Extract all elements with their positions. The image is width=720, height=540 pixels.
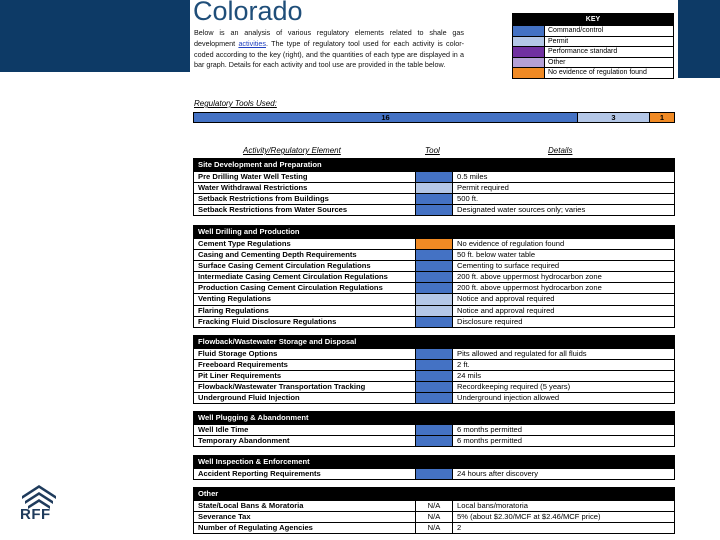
regulatory-element: Production Casing Cement Circulation Regulations	[194, 283, 416, 293]
regulatory-element: Casing and Cementing Depth Requirements	[194, 250, 416, 260]
tool-cell	[416, 436, 453, 446]
table-row	[194, 370, 674, 381]
tools-bar-segment: 16	[194, 113, 578, 122]
tool-cell	[416, 317, 453, 327]
table-row	[194, 392, 674, 403]
regulatory-element: Cement Type Regulations	[194, 239, 416, 249]
details-cell: Permit required	[457, 182, 509, 192]
table-row	[194, 316, 674, 327]
section-table	[193, 411, 675, 447]
details-cell: Underground injection allowed	[457, 393, 560, 403]
section-title: Well Drilling and Production	[194, 226, 674, 238]
tool-cell	[416, 272, 453, 282]
key-swatch	[513, 47, 545, 57]
table-row	[194, 249, 674, 260]
intro-text-end: . The type of regulatory tool used for each activity is color-coded according to the key (right), and the quantities of each type are displayed in a bar graph. Details for each activity and tool use are provided in the table below.	[194, 38, 465, 70]
details-cell: No evidence of regulation found	[457, 238, 565, 248]
table-row	[194, 260, 674, 271]
key-label: Permit	[548, 37, 569, 45]
regulatory-element: Venting Regulations	[194, 294, 416, 304]
details-cell: 200 ft. above uppermost hydrocarbon zone	[457, 283, 602, 293]
table-row	[194, 500, 674, 511]
section-title: Well Plugging & Abandonment	[194, 412, 674, 424]
regulatory-element: Pit Liner Requirements	[194, 371, 416, 381]
regulatory-element: Setback Restrictions from Water Sources	[194, 205, 416, 215]
section-title: Flowback/Wastewater Storage and Disposal	[194, 336, 674, 348]
regulatory-element: Number of Regulating Agencies	[194, 523, 416, 533]
regulatory-element: Flowback/Wastewater Transportation Tracking	[194, 382, 416, 392]
tool-cell	[416, 261, 453, 271]
table-row	[194, 522, 674, 533]
tool-cell: N/A	[416, 523, 453, 533]
header-band-left	[0, 0, 190, 72]
key-title: KEY	[513, 14, 673, 25]
key-item	[513, 46, 673, 57]
column-headers	[193, 146, 675, 156]
regulatory-element: Surface Casing Cement Circulation Regulations	[194, 261, 416, 271]
key-swatch	[513, 37, 545, 47]
page-title: Colorado	[193, 0, 303, 26]
column-header-tool: Tool	[425, 146, 440, 155]
details-cell: Notice and approval required	[457, 294, 555, 304]
rff-logo-text: RFF	[20, 506, 51, 523]
key-item	[513, 25, 673, 36]
regulatory-element: Water Withdrawal Restrictions	[194, 183, 416, 193]
tools-used-label: Regulatory Tools Used:	[194, 99, 277, 108]
details-cell: Pits allowed and regulated for all fluids	[457, 348, 587, 358]
regulatory-element: Freeboard Requirements	[194, 360, 416, 370]
key-label: Performance standard	[548, 48, 618, 55]
key-item	[513, 67, 673, 78]
tool-cell	[416, 371, 453, 381]
tools-bar-segment: 1	[650, 113, 674, 122]
section-title: Other	[194, 488, 674, 500]
intro-paragraph	[194, 28, 464, 71]
tool-cell	[416, 239, 453, 249]
tool-cell	[416, 306, 453, 316]
tool-cell	[416, 393, 453, 403]
tools-used-bar	[193, 112, 675, 123]
tool-cell	[416, 183, 453, 193]
intro-text-start: Below is an analysis of various regulatory elements related to shale gas development	[194, 28, 464, 48]
regulatory-element: Well Idle Time	[194, 425, 416, 435]
key-label: Command/control	[548, 27, 604, 34]
regulatory-element: Underground Fluid Injection	[194, 393, 416, 403]
details-cell: Disclosure required	[457, 316, 523, 326]
section-table	[193, 487, 675, 534]
tool-cell	[416, 172, 453, 182]
tool-cell	[416, 250, 453, 260]
details-cell: Cementing to surface required	[457, 260, 560, 270]
regulatory-element: Severance Tax	[194, 512, 416, 522]
regulatory-element: Pre Drilling Water Well Testing	[194, 172, 416, 182]
table-row	[194, 435, 674, 446]
table-row	[194, 182, 674, 193]
section-title: Site Development and Preparation	[194, 159, 674, 171]
table-row	[194, 204, 674, 215]
regulatory-element: Flaring Regulations	[194, 306, 416, 316]
header-band-right	[678, 0, 720, 78]
key-item	[513, 57, 673, 68]
table-row	[194, 359, 674, 370]
key-item	[513, 36, 673, 47]
tool-cell	[416, 360, 453, 370]
details-cell: Recordkeeping required (5 years)	[457, 382, 571, 392]
color-key	[512, 13, 674, 79]
tool-cell	[416, 294, 453, 304]
regulatory-element: Temporary Abandonment	[194, 436, 416, 446]
table-row	[194, 511, 674, 522]
tool-cell	[416, 349, 453, 359]
details-cell: 6 months permitted	[457, 424, 522, 434]
details-cell: 500 ft.	[457, 193, 479, 203]
section-table	[193, 335, 675, 404]
table-row	[194, 305, 674, 316]
details-cell: 24 hours after discovery	[457, 468, 539, 478]
key-label: Other	[548, 58, 566, 66]
tool-cell	[416, 425, 453, 435]
details-cell: 24 mils	[457, 370, 482, 380]
tool-cell	[416, 194, 453, 204]
section-table	[193, 225, 675, 328]
details-cell: 2 ft.	[457, 359, 470, 369]
tools-bar-segment: 3	[578, 113, 650, 122]
tool-cell: N/A	[416, 501, 453, 511]
table-row	[194, 171, 674, 182]
details-cell: Notice and approval required	[457, 305, 555, 315]
details-cell: Designated water sources only; varies	[457, 205, 586, 215]
details-cell: 50 ft. below water table	[457, 249, 536, 259]
regulatory-element: Accident Reporting Requirements	[194, 469, 416, 479]
key-swatch	[513, 26, 545, 36]
tool-cell	[416, 205, 453, 215]
table-row	[194, 293, 674, 304]
section-title: Well Inspection & Enforcement	[194, 456, 674, 468]
details-cell: 6 months permitted	[457, 435, 522, 445]
column-header-element: Activity/Regulatory Element	[243, 146, 341, 155]
regulatory-element: Fracking Fluid Disclosure Regulations	[194, 317, 416, 327]
regulatory-element: Fluid Storage Options	[194, 349, 416, 359]
details-cell: 200 ft. above uppermost hydrocarbon zone	[457, 272, 602, 282]
regulatory-element: Intermediate Casing Cement Circulation Regulations	[194, 272, 416, 282]
tool-cell	[416, 283, 453, 293]
table-row	[194, 381, 674, 392]
tool-cell: N/A	[416, 512, 453, 522]
activities-link[interactable]: activities	[238, 38, 266, 48]
regulatory-element: State/Local Bans & Moratoria	[194, 501, 416, 511]
table-row	[194, 468, 674, 479]
table-row	[194, 193, 674, 204]
table-row	[194, 238, 674, 249]
details-cell: 5% (about $2.30/MCF at $2.46/MCF price)	[457, 511, 601, 521]
column-header-details: Details	[548, 146, 573, 155]
tool-cell	[416, 382, 453, 392]
details-cell: 0.5 miles	[457, 171, 488, 181]
table-row	[194, 271, 674, 282]
key-label: No evidence of regulation found	[548, 69, 647, 76]
section-table	[193, 158, 675, 216]
key-swatch	[513, 68, 545, 78]
regulatory-element: Setback Restrictions from Buildings	[194, 194, 416, 204]
details-cell: 2	[457, 522, 462, 532]
details-cell: Local bans/moratoria	[457, 500, 528, 510]
table-row	[194, 282, 674, 293]
table-row	[194, 424, 674, 435]
tool-cell	[416, 469, 453, 479]
section-table	[193, 455, 675, 480]
table-row	[194, 348, 674, 359]
key-swatch	[513, 58, 545, 68]
